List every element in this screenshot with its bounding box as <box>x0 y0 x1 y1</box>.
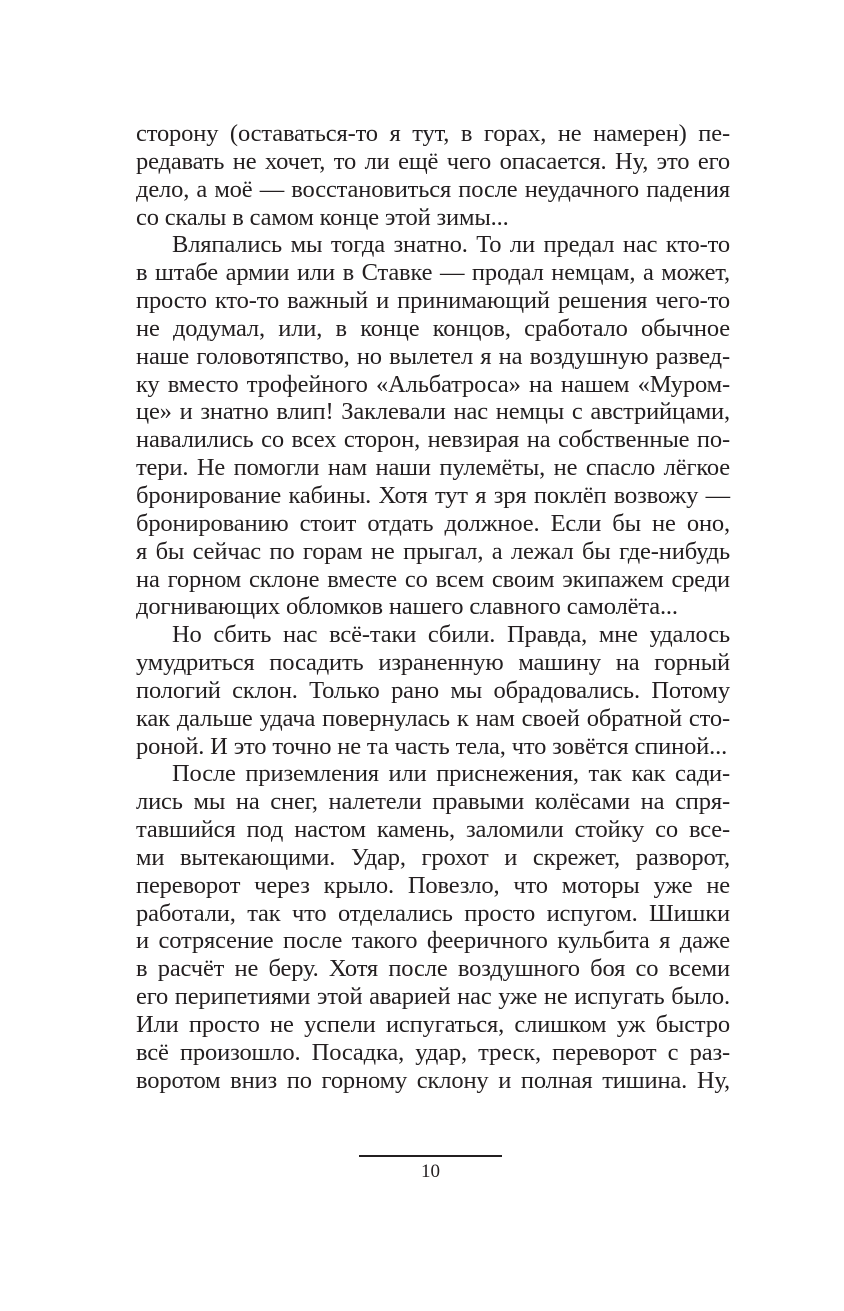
text-line: переворот через крыло. Повезло, что моторы уже не <box>136 871 730 899</box>
text-line: Но сбить нас всё-таки сбили. Правда, мне удалось <box>172 621 730 649</box>
text-line: бронированию стоит отдать должное. Если бы не оно, <box>136 509 730 537</box>
text-line: и сотрясение после такого фееричного кульбита я даже <box>136 927 730 955</box>
text-line: работали, так что отделались просто испугом. Шишки <box>136 899 730 927</box>
text-line: тавшийся под настом камень, заломили стойку со все- <box>136 816 730 844</box>
text-line: роной. И это точно не та часть тела, что зовётся спиной... <box>136 732 728 760</box>
text-line: всё произошло. Посадка, удар, треск, переворот с раз- <box>136 1038 730 1066</box>
paragraph <box>136 760 730 1094</box>
paragraph <box>136 120 730 231</box>
text-line: После приземления или приснежения, так как сади- <box>172 760 730 788</box>
text-line: ми вытекающими. Удар, грохот и скрежет, разворот, <box>136 843 730 871</box>
text-line: в расчёт не беру. Хотя после воздушного боя со всеми <box>136 955 730 983</box>
paragraph <box>136 621 730 760</box>
text-line: как дальше удача повернулась к нам своей обратной сто- <box>136 704 730 732</box>
text-line: его перипетиями этой аварией нас уже не испугать было. <box>136 983 730 1011</box>
text-line: навалились со всех сторон, невзирая на собственные по- <box>136 426 730 454</box>
text-line: ку вместо трофейного «Альбатроса» на нашем «Муром- <box>136 370 730 398</box>
text-line: умудриться посадить израненную машину на горный <box>136 649 730 677</box>
text-line: со скалы в самом конце этой зимы... <box>136 203 509 231</box>
paragraph <box>136 231 730 621</box>
text-line: догнивающих обломков нашего славного самолёта... <box>136 593 678 621</box>
text-line: тери. Не помогли нам наши пулемёты, не спасло лёгкое <box>136 454 730 482</box>
footer-rule <box>359 1155 502 1157</box>
text-line: пологий склон. Только рано мы обрадовались. Потому <box>136 676 730 704</box>
text-line: сторону (оставаться-то я тут, в горах, не намерен) пе- <box>136 120 730 147</box>
text-line: редавать не хочет, то ли ещё чего опасается. Ну, это его <box>136 147 730 175</box>
body-text <box>136 120 730 1095</box>
text-line: в штабе армии или в Ставке — продал немцам, а может, <box>136 259 730 287</box>
text-line: я бы сейчас по горам не прыгал, а лежал бы где-нибудь <box>136 537 730 565</box>
text-line: на горном склоне вместе со всем своим экипажем среди <box>136 565 730 593</box>
page-number: 10 <box>421 1161 440 1182</box>
text-line: бронирование кабины. Хотя тут я зря поклёп возвожу — <box>136 481 730 509</box>
text-line: Или просто не успели испугаться, слишком уж быстро <box>136 1011 730 1038</box>
text-line: дело, а моё — восстановиться после неудачного падения <box>136 175 730 203</box>
text-line: наше головотяпство, но вылетел я на воздушную развед- <box>136 342 730 370</box>
text-line: Вляпались мы тогда знатно. То ли предал нас кто-то <box>172 231 730 259</box>
text-line: воротом вниз по горному склону и полная тишина. Ну, <box>136 1066 730 1094</box>
text-line: лись мы на снег, налетели правыми колёсами на спря- <box>136 788 730 816</box>
text-line: не додумал, или, в конце концов, сработало обычное <box>136 314 730 342</box>
text-line: це» и знатно влип! Заклевали нас немцы с австрийцами, <box>136 398 730 426</box>
text-line: просто кто-то важный и принимающий решения чего-то <box>136 287 730 315</box>
